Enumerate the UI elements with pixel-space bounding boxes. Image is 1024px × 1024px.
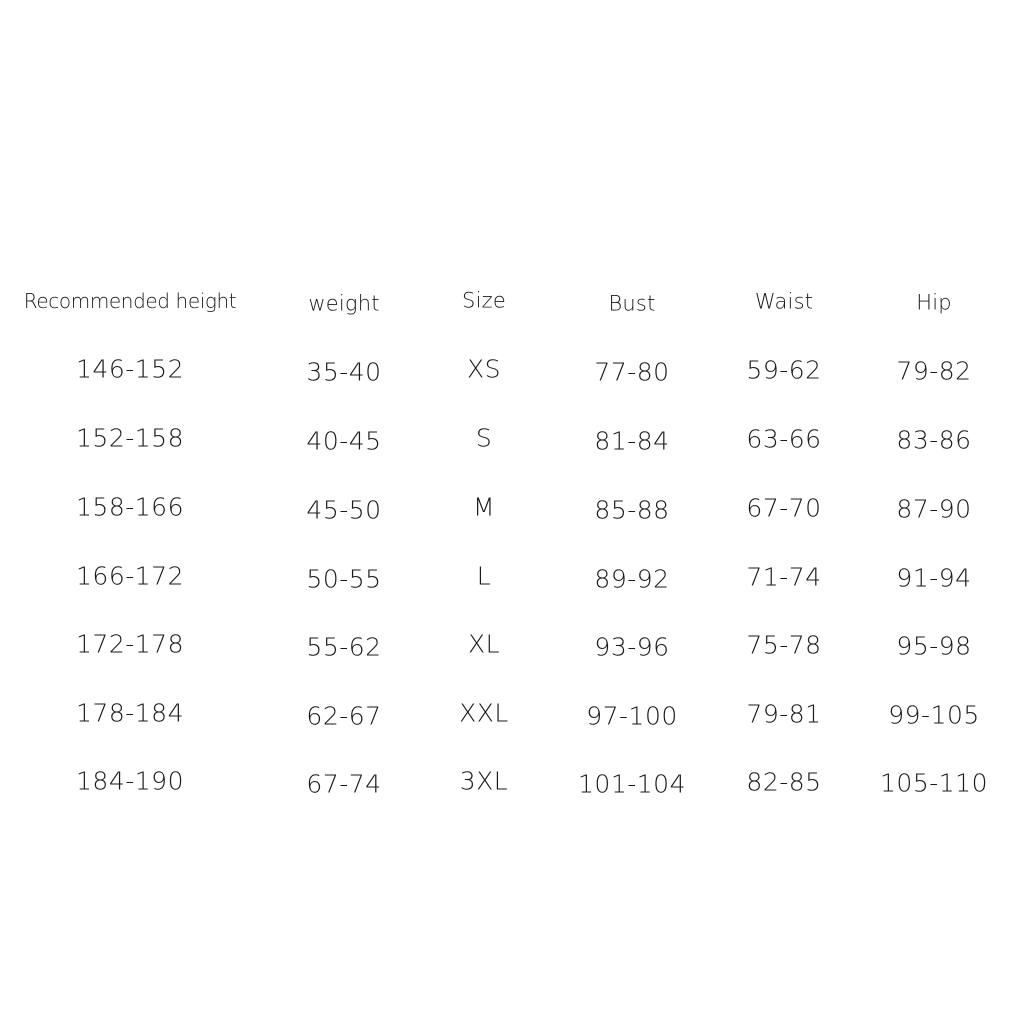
header-size: Size xyxy=(462,288,506,313)
cell-height: 152-158 xyxy=(76,423,184,453)
cell-waist: 79-81 xyxy=(746,699,822,729)
cell-bust: 81-84 xyxy=(594,426,670,456)
cell-hip: 87-90 xyxy=(896,494,972,524)
header-weight: weight xyxy=(308,291,380,316)
cell-bust: 93-96 xyxy=(594,632,670,662)
cell-weight: 40-45 xyxy=(306,426,382,456)
cell-size: XXL xyxy=(459,698,509,728)
cell-bust: 89-92 xyxy=(594,564,670,594)
cell-size: M xyxy=(472,492,496,522)
cell-size: XS xyxy=(467,354,501,384)
cell-hip: 99-105 xyxy=(888,700,980,730)
cell-hip: 105-110 xyxy=(880,768,988,798)
cell-bust: 85-88 xyxy=(594,495,670,525)
cell-weight: 35-40 xyxy=(306,357,382,387)
cell-bust: 97-100 xyxy=(586,701,678,731)
cell-waist: 63-66 xyxy=(746,424,822,454)
cell-bust: 101-104 xyxy=(578,769,686,799)
cell-hip: 91-94 xyxy=(896,563,972,593)
header-hip: Hip xyxy=(916,290,952,315)
cell-hip: 79-82 xyxy=(896,356,972,386)
cell-weight: 67-74 xyxy=(306,769,382,799)
cell-weight: 55-62 xyxy=(306,632,382,662)
cell-waist: 59-62 xyxy=(746,355,822,385)
cell-height: 178-184 xyxy=(76,698,184,728)
cell-size: L xyxy=(476,561,492,591)
cell-height: 158-166 xyxy=(76,492,184,522)
header-waist: Waist xyxy=(754,289,814,314)
cell-waist: 82-85 xyxy=(746,767,822,797)
header-recommended-height: Recommended height xyxy=(23,289,237,313)
cell-waist: 71-74 xyxy=(746,562,822,592)
cell-weight: 62-67 xyxy=(306,701,382,731)
cell-size: 3XL xyxy=(459,766,509,796)
cell-height: 166-172 xyxy=(76,561,184,591)
cell-waist: 75-78 xyxy=(746,630,822,660)
cell-hip: 83-86 xyxy=(896,425,972,455)
cell-waist: 67-70 xyxy=(746,493,822,523)
cell-size: S xyxy=(475,423,493,453)
cell-weight: 50-55 xyxy=(306,564,382,594)
cell-height: 172-178 xyxy=(76,629,184,659)
cell-height: 146-152 xyxy=(76,354,184,384)
cell-height: 184-190 xyxy=(76,766,184,796)
cell-bust: 77-80 xyxy=(594,357,670,387)
cell-hip: 95-98 xyxy=(896,631,972,661)
header-bust: Bust xyxy=(608,291,656,316)
cell-size: XL xyxy=(467,629,501,659)
cell-weight: 45-50 xyxy=(306,495,382,525)
